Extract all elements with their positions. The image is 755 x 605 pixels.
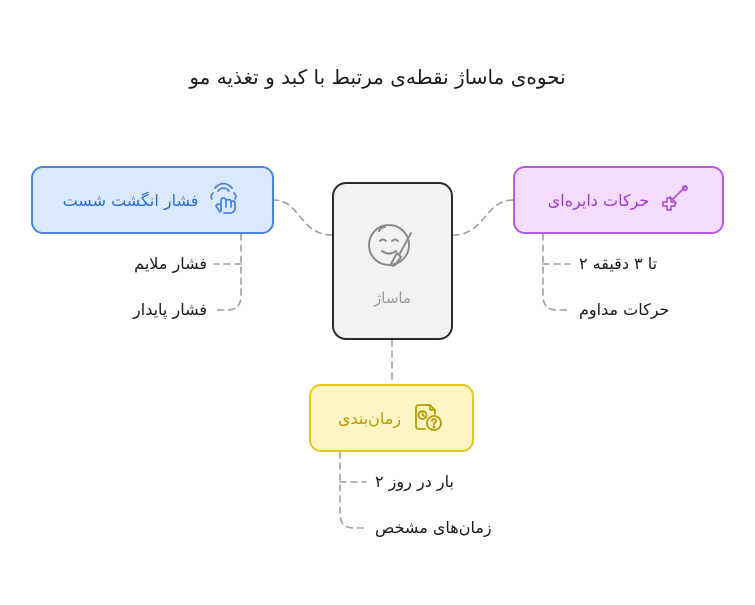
connector-timing-items (340, 452, 366, 528)
node-timing (309, 384, 474, 452)
hand-pressure-icon (208, 181, 242, 219)
node-finger-pressure (31, 166, 274, 234)
schedule-icon (411, 399, 445, 437)
node-timing-label: زمان‌بندی (337, 408, 402, 428)
leaf-timing-1: بار در روز ۲ (375, 472, 454, 491)
node-finger-pressure-label: فشار انگشت شست (62, 190, 199, 210)
connector-center-to-circular-motion (453, 200, 513, 235)
node-massage-center-label: ماساژ (374, 289, 411, 307)
face-massage-icon (361, 215, 425, 283)
connector-circular-motion-items (543, 234, 570, 310)
leaf-finger-pressure-2: فشار پایدار (133, 300, 207, 319)
leaf-circular-motion-1: تا ۳ دقیقه ۲ (579, 254, 658, 273)
node-circular-motion-label: حرکات دایره‌ای (547, 190, 650, 210)
diagram-title: نحوه‌ی ماساژ نقطه‌ی مرتبط با کبد و تغذیه مو (189, 65, 566, 89)
connector-center-to-finger-pressure (274, 200, 332, 235)
connector-finger-pressure-items (214, 234, 241, 310)
node-circular-motion (513, 166, 724, 234)
leaf-circular-motion-2: حرکات مداوم (579, 300, 670, 319)
leaf-finger-pressure-1: فشار ملایم (134, 254, 207, 273)
leaf-timing-2: زمان‌های مشخص (375, 518, 492, 537)
massage-tool-icon (659, 183, 689, 217)
node-massage-center (332, 182, 453, 340)
